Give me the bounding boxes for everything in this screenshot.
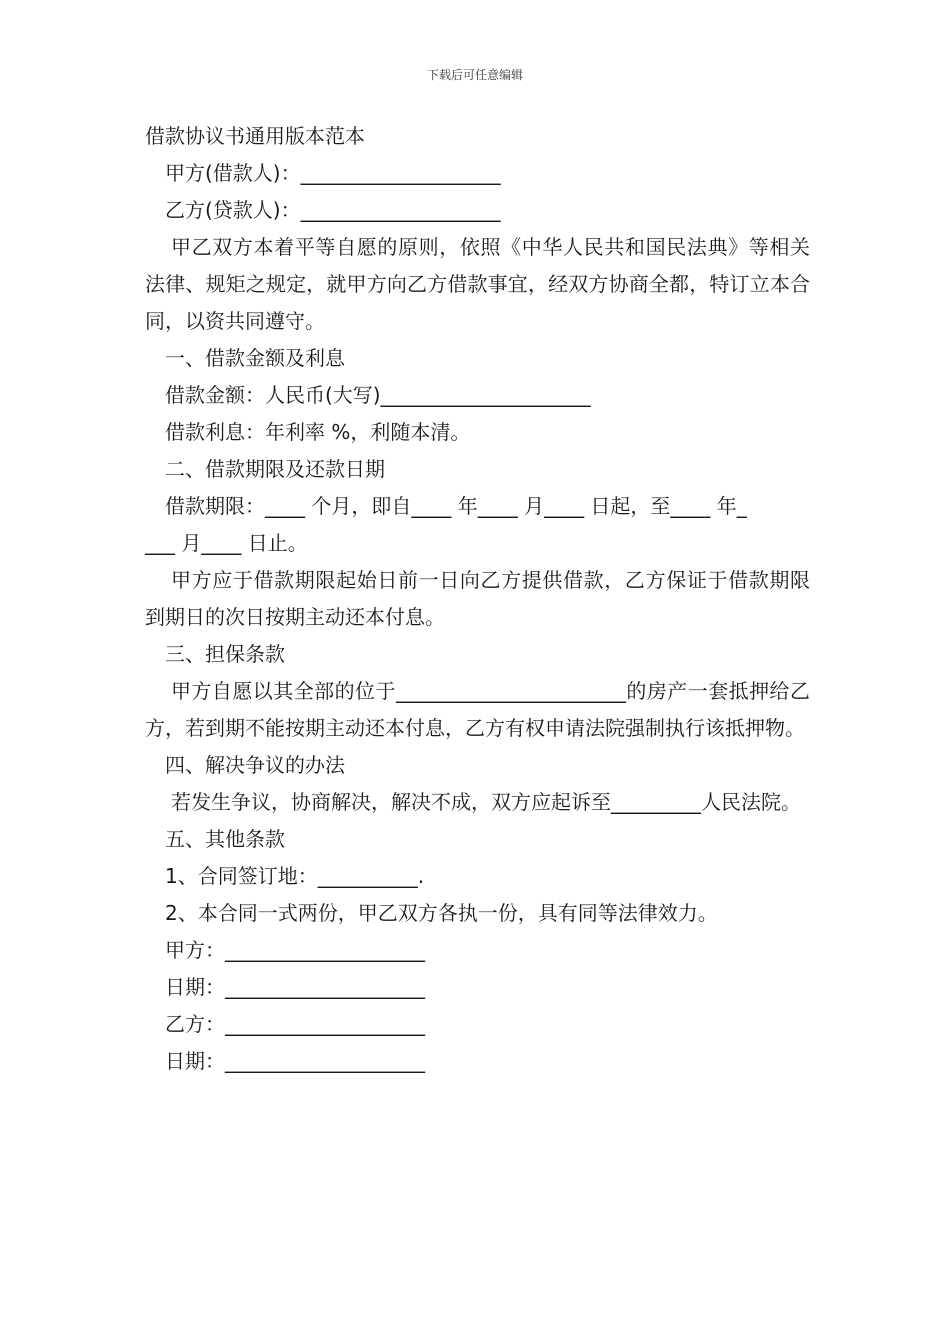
document-title: 借款协议书通用版本范本 [145, 124, 365, 148]
loan-term-line-1: 借款期限：____ 个月，即自____ 年____ 月____ 日起，至____ 年_ [165, 494, 747, 518]
section-4-heading: 四、解决争议的办法 [165, 753, 345, 777]
loan-amount-line: 借款金额：人民币(大写)_____________________ [165, 383, 591, 407]
party-a-line: 甲方(借款人)：____________________ [165, 161, 501, 185]
clause-1-line: 1、合同签订地：__________. [165, 864, 425, 888]
section-1-heading: 一、借款金额及利息 [165, 346, 345, 370]
guarantee-paragraph: 甲方自愿以其全部的位于_______________________的房产一套抵押给乙方，若到期不能按期主动还本付息，乙方有权申请法院强制执行该抵押物。 [145, 679, 810, 740]
signature-party-a: 甲方：____________________ [165, 938, 425, 962]
contract-body [145, 118, 810, 1080]
loan-term-line-2: ___ 月____ 日止。 [145, 531, 308, 555]
page-header-note: 下载后可任意编辑 [426, 68, 523, 82]
date-party-a: 日期：____________________ [165, 975, 425, 999]
section-3-heading: 三、担保条款 [165, 642, 285, 666]
loan-interest-line: 借款利息：年利率 %，利随本清。 [165, 420, 471, 444]
date-party-b: 日期：____________________ [165, 1049, 425, 1073]
section-5-heading: 五、其他条款 [165, 827, 285, 851]
intro-paragraph: 甲乙双方本着平等自愿的原则，依照《中华人民共和国民法典》等相关法律、规矩之规定，就甲方向乙方借款事宜，经双方协商全都，特订立本合同，以资共同遵守。 [145, 235, 810, 333]
signature-party-b: 乙方：____________________ [165, 1012, 425, 1036]
term-paragraph: 甲方应于借款期限起始日前一日向乙方提供借款，乙方保证于借款期限到期日的次日按期主动还本付息。 [145, 568, 810, 629]
dispute-paragraph: 若发生争议，协商解决，解决不成，双方应起诉至_________人民法院。 [171, 790, 801, 814]
clause-2-line: 2、本合同一式两份，甲乙双方各执一份，具有同等法律效力。 [165, 901, 718, 925]
party-b-line: 乙方(贷款人)：____________________ [165, 198, 501, 222]
section-2-heading: 二、借款期限及还款日期 [165, 457, 385, 481]
